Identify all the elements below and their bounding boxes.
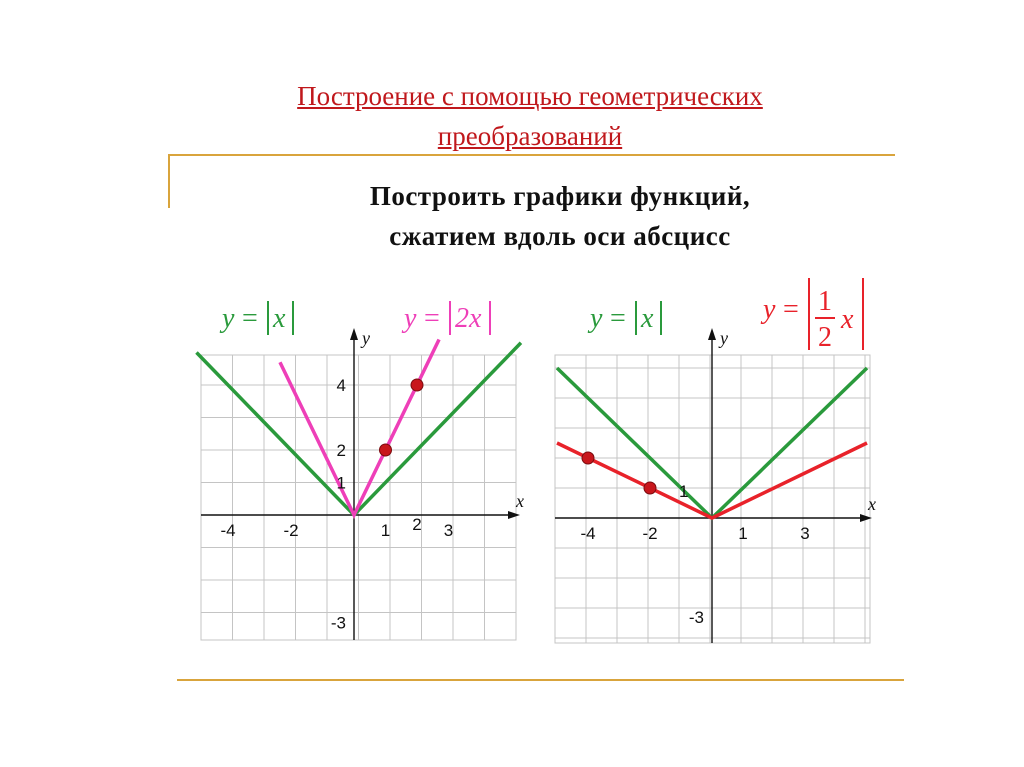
formula-eq: =: [424, 303, 440, 334]
tick-label: -4: [580, 524, 596, 543]
data-point: [411, 379, 423, 391]
formula-expr: x: [641, 303, 654, 334]
tick-label: -4: [220, 521, 236, 540]
x-axis-label: x: [516, 491, 524, 511]
tick-label: 1: [679, 482, 689, 501]
tick-label: 3: [443, 521, 454, 540]
tick-label: 2: [336, 441, 346, 460]
x-axis-label: x: [868, 494, 876, 514]
tick-label: 2: [412, 515, 422, 534]
data-point: [644, 482, 656, 494]
formula-y: y: [404, 303, 417, 334]
tick-label: -3: [330, 613, 346, 633]
data-point: [582, 452, 594, 464]
tick-label: 4: [336, 376, 346, 395]
formula-y: y: [590, 303, 603, 334]
series-line-2: [280, 340, 439, 516]
slide-title-line2: преобразований: [437, 121, 623, 151]
formula-2: [760, 278, 863, 353]
formula-numerator: 1: [818, 286, 832, 317]
formula-denominator: 2: [818, 322, 832, 353]
tick-label: 1: [738, 524, 748, 543]
formula-2: [401, 301, 490, 335]
formula-1: [587, 301, 661, 335]
formula-expr: x: [273, 303, 286, 334]
y-axis-label: y: [362, 328, 370, 348]
formula-expr: 2x: [455, 303, 482, 334]
tick-label: -2: [283, 521, 299, 540]
formula-y: y: [222, 303, 235, 334]
x-axis-arrow: [508, 511, 520, 519]
formula-1: [219, 301, 293, 335]
tick-label: -2: [642, 524, 658, 543]
slide-subtitle-line1: Построить графики функций,: [369, 181, 751, 211]
formula-y: y: [763, 294, 776, 325]
y-axis-label: y: [720, 328, 728, 348]
slide-title-line1: Построение с помощью геометрических: [297, 81, 763, 111]
data-point: [380, 444, 392, 456]
chart-2: [555, 278, 876, 643]
tick-label: -3: [688, 608, 704, 627]
y-axis-arrow: [350, 328, 358, 340]
formula-expr: x: [841, 304, 854, 335]
chart-1: [197, 301, 525, 640]
formula-eq: =: [610, 303, 626, 334]
tick-label: 1: [380, 521, 391, 540]
formula-eq: =: [242, 303, 258, 334]
formula-eq: =: [783, 294, 799, 325]
slide-subtitle-line2: сжатием вдоль оси абсцисс: [389, 221, 731, 251]
tick-label: 1: [336, 473, 346, 493]
y-axis-arrow: [708, 328, 716, 340]
tick-label: 3: [800, 524, 810, 543]
